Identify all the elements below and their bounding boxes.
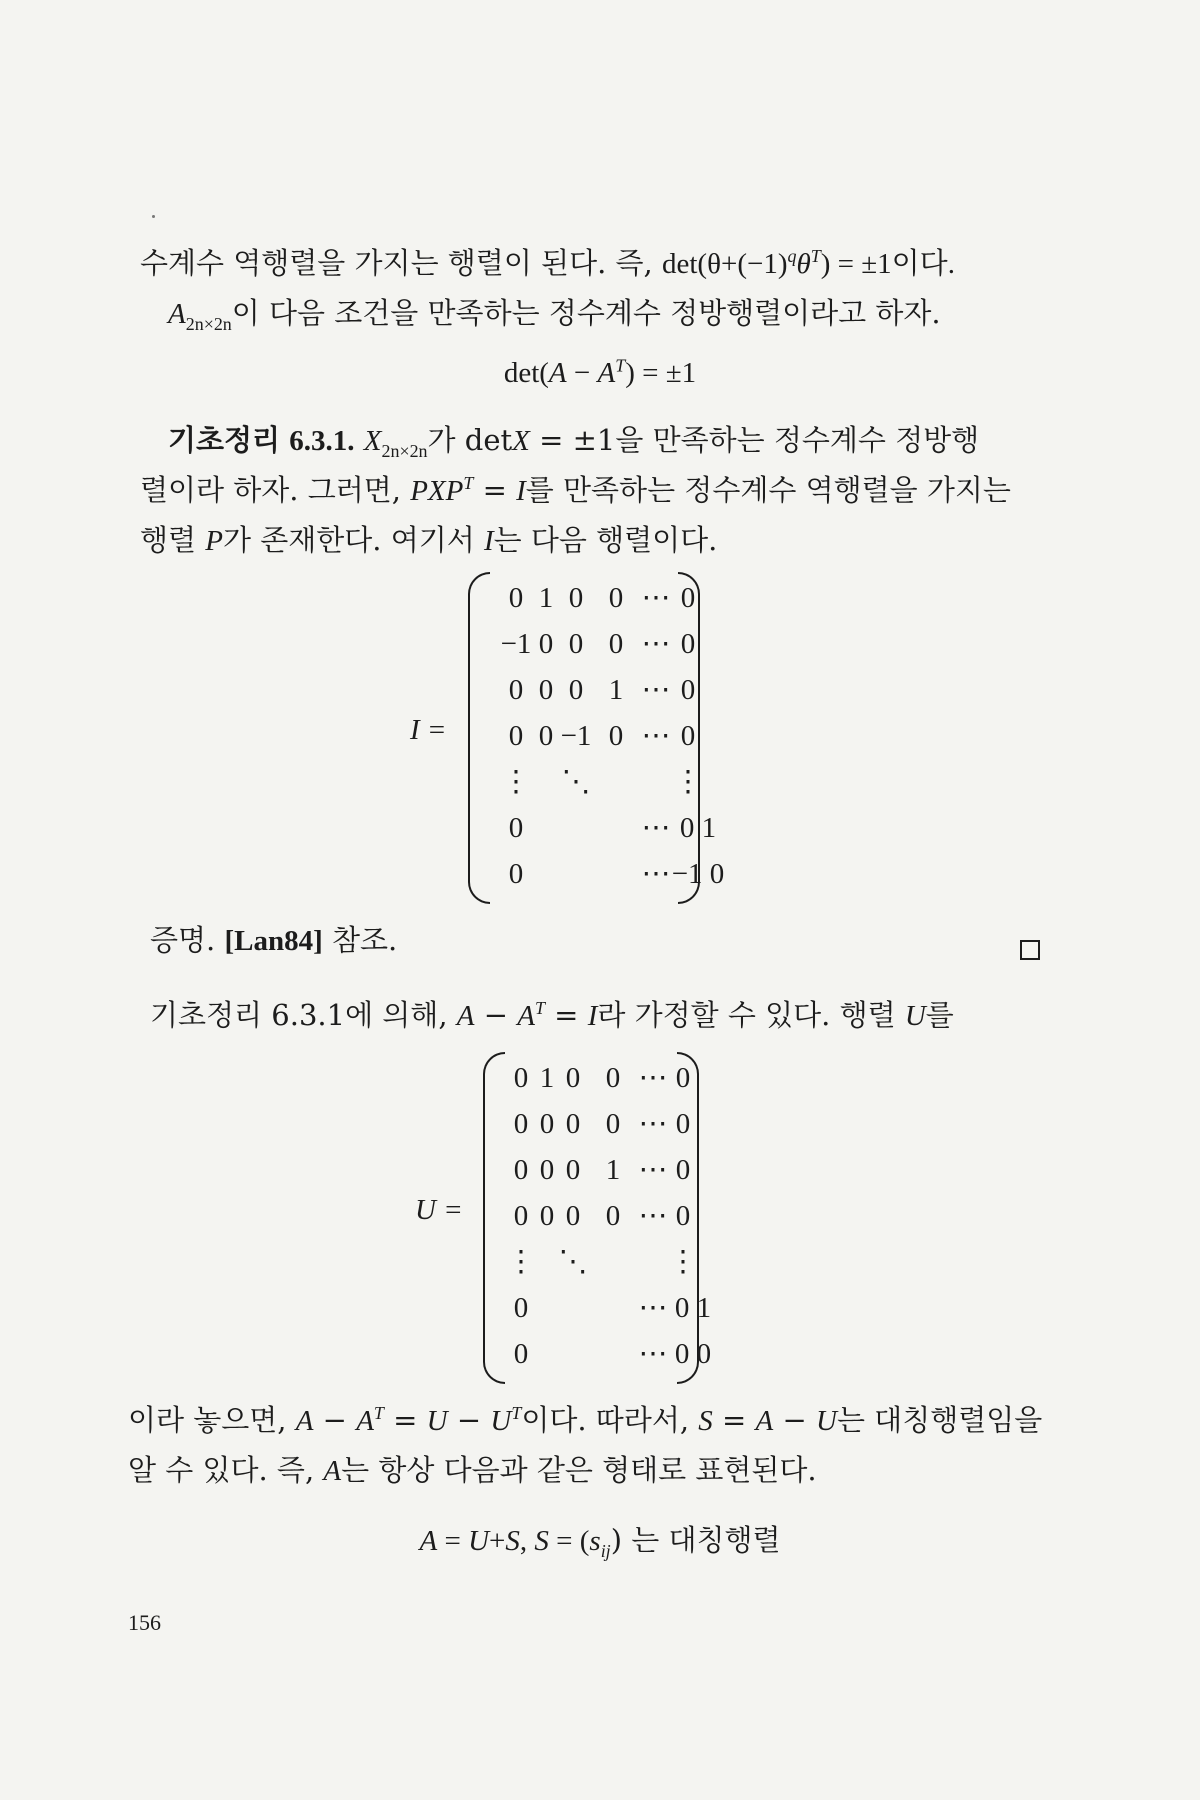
matrix-cell: ⋯ [638,1062,668,1094]
equation-a-equals-u-plus-s: A = U+S, $S = (s_{ij})$ 는 대칭행렬 [419,1523,781,1561]
matrix-cell: 0 [539,1200,555,1232]
matrix-cell: 0 [513,1108,529,1140]
matrix-cell: ⋮ [673,766,703,798]
matrix-cell: 0 [565,1200,581,1232]
matrix-cell: 0 [565,1108,581,1140]
matrix-cell: 0 [513,1292,529,1324]
matrix-cell: ⋯ [641,674,671,706]
matrix-cell: 0 [538,628,554,660]
left-parenthesis [468,572,490,904]
matrix-cell: ⋯ [638,1338,668,1370]
matrix-cell: 0 [565,1154,581,1186]
matrix-cell: 0 [508,582,524,614]
matrix-cell: 0 [680,720,696,752]
matrix-cell: 0 [538,674,554,706]
matrix-i [410,572,730,904]
matrix-cell: 0 [508,812,524,844]
matrix-cell: 0 1 [679,812,717,844]
matrix-cell: 1 [608,674,624,706]
matrix-cell: −1 [560,720,592,752]
matrix-cell: ⋱ [561,766,591,798]
matrix-cell: ⋯ [641,582,671,614]
matrix-cell: −1 [500,628,532,660]
matrix-cell: 0 [568,628,584,660]
matrix-cell: 0 [539,1154,555,1186]
matrix-cell: 0 [675,1154,691,1186]
matrix-cell: 0 [568,582,584,614]
matrix-cell: 0 [508,858,524,890]
speck [152,215,155,218]
matrix-cell: 0 [508,720,524,752]
matrix-cell: 1 [538,582,554,614]
matrix-cell: 0 [513,1154,529,1186]
equation-det-a-minus-at: $\det(A - A^T) = \pm 1$ [503,355,697,389]
matrix-cell: ⋯ [638,1108,668,1140]
matrix-cell: ⋯ [641,720,671,752]
matrix-cell: 0 [608,720,624,752]
proof-line: 증명. [Lan84] 참조. [150,923,398,957]
matrix-cell: ⋮ [506,1246,536,1278]
matrix-cell: ⋯ [641,858,671,890]
matrix-cell: ⋯ [638,1292,668,1324]
theorem-label: 기초정리 [168,423,281,457]
matrix-cell: 0 [538,720,554,752]
matrix-cell: 1 [539,1062,555,1094]
matrix-cell: 0 [675,1062,691,1094]
matrix-cell: 0 [605,1062,621,1094]
matrix-cell: 0 [680,582,696,614]
matrix-cell: 0 0 [674,1338,712,1370]
matrix-u [415,1052,735,1384]
matrix-cell: ⋮ [501,766,531,798]
matrix-cell: 0 [513,1200,529,1232]
matrix-cell: ⋱ [558,1246,588,1278]
matrix-cell: ⋯ [638,1154,668,1186]
matrix-cell: ⋮ [668,1246,698,1278]
matrix-cell: 0 [675,1108,691,1140]
matrix-cell: 0 [675,1200,691,1232]
matrix-cell: 0 [508,674,524,706]
page-number: 156 [128,1610,161,1635]
matrix-cell: 0 1 [674,1292,712,1324]
theorem-line-3: 행렬 P가 존재한다. 여기서 I는 다음 행렬이다. [140,523,718,557]
text-line-2: $A_{2n\times 2n}$이 다음 조건을 만족하는 정수계수 정방행렬이라고 하자. [168,296,941,334]
matrix-cell: 0 [680,674,696,706]
matrix-cell: 0 [565,1062,581,1094]
text-line-1: 수계수 역행렬을 가지는 행렬이 된다. 즉, $\det(\theta+(-1)^q\theta^T) = \pm 1$이다. [140,246,955,280]
matrix-cell: 0 [608,582,624,614]
matrix-cell: 0 [539,1108,555,1140]
theorem-line-1: 기초정리 6.3.1. $X_{2n\times 2n}$가 detX = ±1을 만족하는 정수계수 정방행 [168,423,980,461]
matrix-cell: 1 [605,1154,621,1186]
text-line-symmetric: 이라 놓으면, $A - A^T = U - U^T$이다. 따라서, S = A − U는 대칭행렬임을 [128,1403,1043,1437]
matrix-i-lhs: I = [410,714,447,746]
qed-box-icon [1020,940,1040,960]
matrix-cell: 0 [513,1338,529,1370]
matrix-cell: ⋯ [641,628,671,660]
matrix-cell: ⋯ [641,812,671,844]
matrix-cell: 0 [608,628,624,660]
matrix-cell: 0 [605,1200,621,1232]
theorem-line-2: 렬이라 하자. 그러면, $PXP^T = I$를 만족하는 정수계수 역행렬을 가지는 [140,473,1011,507]
matrix-cell: 0 [513,1062,529,1094]
text-line-assume: 기초정리 6.3.1에 의해, $A - A^T = I$라 가정할 수 있다. 행렬 U를 [150,998,954,1032]
matrix-cell: ⋯ [638,1200,668,1232]
matrix-cell: 0 [605,1108,621,1140]
matrix-cell: 0 [680,628,696,660]
matrix-u-lhs: U = [415,1194,463,1226]
text-line-form: 알 수 있다. 즉, A는 항상 다음과 같은 형태로 표현된다. [128,1453,817,1487]
matrix-cell: 0 [568,674,584,706]
matrix-cell: −1 0 [671,858,725,890]
